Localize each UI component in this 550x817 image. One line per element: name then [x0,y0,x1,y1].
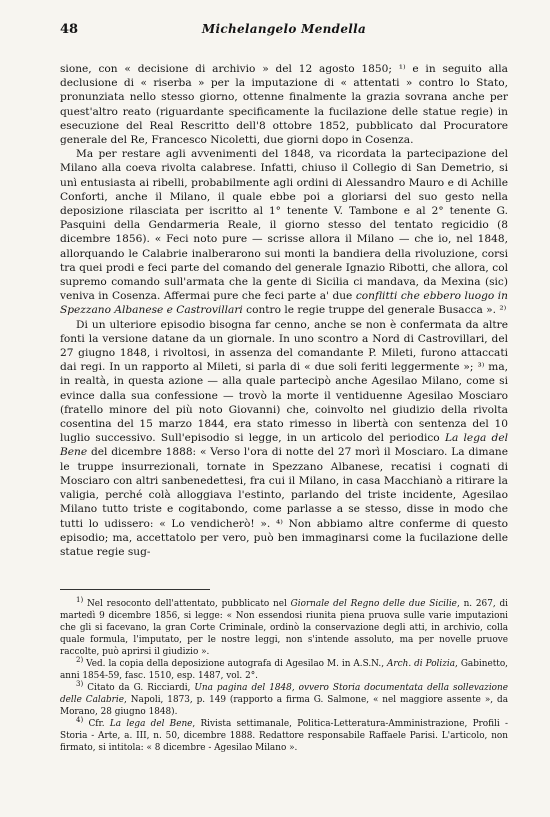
paragraph-3-text-b: del dicembre 1888: « Verso l'ora di notte del 27 morì il Mosciaro. La dimane le truppe insurrezionali, tornate in Spezzano Albanese, recatisi i cognati di Mosciaro con altri sanbenedettesi, fra cui il Milano, in casa Macchianò a ritirare la valigia, perché colà alloggiava l'estinto, parlando del triste incidente, Agesilao Milano tutto triste e cogitabondo, come parlasse a se stesso, disse in modo che tutti lo udissero: « Lo vendicherò! ». ⁴⁾ Non abbiamo altre conferme di questo episodio; ma, accettatolo per vero, può ben immaginarsi come la fucilazione delle statue regie sug- [60,446,508,558]
footnote-4 [60,718,508,754]
footnote-2-marker: 2) [76,656,84,665]
paragraph-1: sione, con « decisione di archivio » del 12 agosto 1850; ¹⁾ e in seguito alla declusione di « riserba » per la imputazione di « attentati » contro lo Stato, pronunziata nello stesso giorno, ottenne finalmente la grazia sovrana anche per quest'altro reato (riguardante specificamente la fucilazione delle statue regie) in esecuzione del Real Rescritto dell'8 ottobre 1852, pubblicato dal Procuratore generale del Re, Francesco Nicoletti, due giorni dopo in Cosenza. [60,63,508,147]
footnote-4-text-a: Cfr. [83,719,110,730]
footnote-2-text-a: Ved. la copia della deposizione autografa di Agesilao M. in A.S.N., [83,659,387,670]
footnote-1-marker: 1) [76,596,84,605]
footnote-3-text-a: Citato da G. Ricciardi, [83,683,195,694]
paragraph-3 [60,318,508,559]
footnote-2 [60,658,508,682]
body-text [60,62,508,559]
paragraph-2-italic: conflitti che ebbero luogo in Spezzano Albanese e Castrovillari [60,290,508,317]
paragraph-2-text-b: contro le regie truppe del generale Busacca ». ²⁾ [242,304,507,317]
footnote-3-marker: 3) [76,680,84,689]
footnote-2-text-b: , Gabinetto, anni 1854-59, fasc. 1510, esp. 1487, vol. 2°. [60,659,508,682]
footnote-4-text-b: , Rivista settimanale, Politica-Letteratura-Amministrazione, Profili - Storia - Arte, a. III, n. 50, dicembre 1888. Redattore responsabile Raffaele Parisi. L'articolo, non firmato, si intitola: « 8 dicembre - Agesilao Milano ». [60,719,508,754]
footnote-4-marker: 4) [76,716,84,725]
running-title: Michelangelo Mendella [201,22,367,36]
paragraph-2 [60,147,508,317]
running-head [60,22,508,44]
footnote-1-text-a: Nel resoconto dell'attentato, pubblicato nel [83,599,291,610]
footnote-4-italic: La lega del Bene [109,719,193,730]
page-number: 48 [60,22,79,37]
footnotes [60,598,508,754]
footnote-3 [60,682,508,718]
footnote-3-text-b: , Napoli, 1873, p. 149 (rapporto a firma G. Salmone, « nel maggiore assente », da Morano, 28 giugno 1848). [60,695,508,718]
paragraph-3-italic: La lega del Bene [60,432,508,459]
footnote-2-italic: Arch. di Polizia [387,659,456,670]
footnote-1-text-b: , n. 267, di martedì 9 dicembre 1856, si legge: « Non essendosi riunita piena pruova sulle varie imputazioni che gli si facevano, la gran Corte Criminale, ordinò la conservazione degli atti, in archivio, colla quale formula, l'imputato, per le nostre leggi, non s'intende assoluto, ma per novelle pruove raccolte, può aprirsi il giudizio ». [60,599,508,658]
footnote-1 [60,598,508,658]
paragraph-2-text-a: Ma per restare agli avvenimenti del 1848, va ricordata la partecipazione del Milano alla coeva rivolta calabrese. Infatti, chiuso il Collegio di San Demetrio, si unì entusiasta ai ribelli, probabilmente agli ordini di Alessandro Mauro e di Achille Conforti, anche il Milano, il quale ebbe poi a gloriarsi del suo gesto nella deposizione rilasciata per iscritto al 1° tenente V. Tambone e al 2° tenente G. Pasquini della Gendarmeria Reale, il giorno stesso del tentato regicidio (8 dicembre 1856). « Feci noto pure — scrisse allora il Milano — che io, nel 1848, allorquando le Calabrie inalberarono sui monti la bandiera della rivoluzione, corsi tra quei prodi e feci parte del comando del generale Ignazio Ribotti, che allora, col supremo comando sull'armata che la gente di Sicilia ci mandava, da Mexina (sic) veniva in Cosenza. Affermai pure che feci parte a' due [60,148,508,303]
paragraph-3-text-a: Di un ulteriore episodio bisogna far cenno, anche se non è confermata da altre fonti la versione datane da un giornale. In uno scontro a Nord di Castrovillari, del 27 giugno 1848, i rivoltosi, in assenza del comandante P. Mileti, furono attaccati dai regi. In un rapporto al Mileti, si parla di « due soli feriti leggermente »; ³⁾ ma, in realtà, in questa azione — alla quale partecipò anche Agesilao Milano, come si evince dalla sua confessione — trovò la morte il ventiduenne Agesilao Mosciaro (fratello minore del più noto Giovanni) che, coinvolto nel giudizio della rivolta cosentina del 15 marzo 1844, era stato rimesso in libertà con sentenza del 10 luglio successivo. Sull'episodio si legge, in un articolo del periodico [60,318,508,445]
footnote-divider [60,589,210,590]
footnote-3-italic: Una pagina del 1848, ovvero Storia documentata della sollevazione delle Calabrie [60,683,508,706]
footnote-1-italic: Giornale del Regno delle due Sicilie [290,599,457,610]
